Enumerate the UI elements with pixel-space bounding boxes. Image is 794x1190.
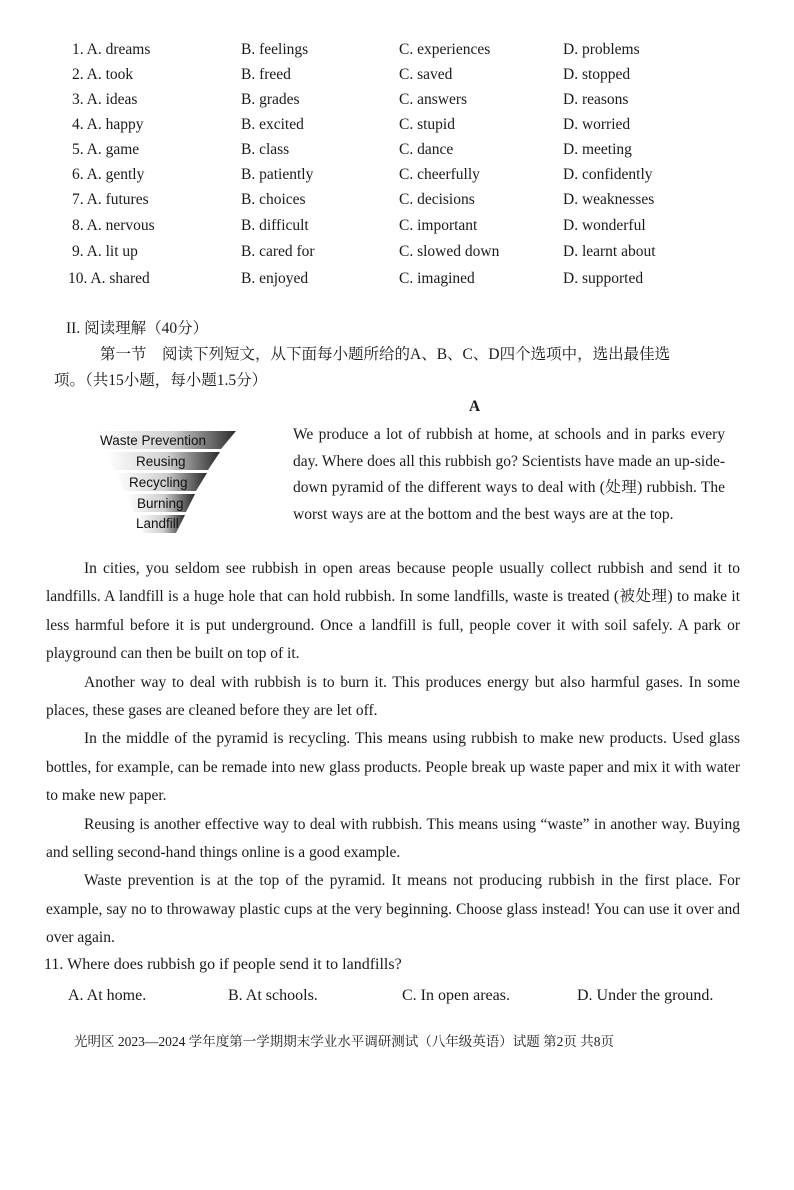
option-c: C. stupid	[399, 116, 455, 133]
option-row	[0, 141, 794, 165]
question-11: 11. Where does rubbish go if people send it to landfills?	[44, 956, 402, 973]
passage-paragraph: In cities, you seldom see rubbish in open areas because people usually collect rubbish and send it to landfills. A landfill is a huge hole that can hold rubbish. In some landfills, waste is treated (被处理) to make it less harmful before it is put underground. Once a landfill is full, people cover it with soil safely. A park or playground can then be built on top of it.	[46, 560, 740, 663]
option-b: B. cared for	[241, 243, 315, 260]
option-d: D. problems	[563, 41, 640, 58]
option-a: 8. A. nervous	[72, 217, 155, 234]
option-a: 1. A. dreams	[72, 41, 151, 58]
option-a: 5. A. game	[72, 141, 140, 158]
option-d: D. supported	[563, 270, 644, 287]
passage-paragraph: Reusing is another effective way to deal with rubbish. This means using “waste” in another way. Buying and selling second-hand things online is a good example.	[46, 815, 740, 862]
option-row	[0, 116, 794, 140]
option-d: D. reasons	[563, 91, 629, 108]
passage-intro	[255, 422, 725, 528]
option-b: B. feelings	[241, 41, 309, 58]
option-row	[0, 91, 794, 115]
option-c: C. important	[399, 217, 478, 234]
option-c: C. saved	[399, 66, 453, 83]
option-c: C. decisions	[399, 191, 475, 208]
option-d: D. stopped	[563, 66, 631, 83]
answer-option-a: A. At home.	[68, 987, 147, 1004]
intro-text: We produce a lot of rubbish at home, at schools and in parks every day. Where does all this rubbish go? Scientists have made an up-side-down pyramid of the different ways to deal with (处理) rubbish. The worst ways are at the bottom and the best ways are at the top.	[293, 426, 725, 523]
option-row	[0, 66, 794, 90]
option-a: 3. A. ideas	[72, 91, 138, 108]
option-d: D. learnt about	[563, 243, 656, 260]
waste-pyramid-figure	[96, 428, 238, 538]
option-row	[0, 217, 794, 241]
option-d: D. wonderful	[563, 217, 646, 234]
option-a: 7. A. futures	[72, 191, 149, 208]
section-instruction	[54, 342, 744, 394]
passage-paragraph: Waste prevention is at the top of the pyramid. It means not producing rubbish in the first place. For example, say no to throwaway plastic cups at the very beginning. Choose glass instead! You can use it over and over again.	[46, 872, 740, 947]
option-row	[0, 191, 794, 215]
option-b: B. freed	[241, 66, 291, 83]
option-d: D. confidently	[563, 166, 653, 183]
answer-option-c: C. In open areas.	[402, 987, 510, 1004]
pyramid-label-burning: Burning	[137, 496, 184, 511]
instruction-line: 项。（共15小题，每小题1.5分）	[54, 372, 268, 389]
option-row	[0, 243, 794, 267]
passage-letter: A	[469, 398, 481, 415]
option-c: C. imagined	[399, 270, 475, 287]
option-b: B. difficult	[241, 217, 309, 234]
pyramid-label-reusing: Reusing	[136, 454, 186, 469]
passage-paragraph: In the middle of the pyramid is recycling. This means using rubbish to make new products. Used glass bottles, for example, can be remade into new glass products. People break up waste paper and mix it with water to make new paper.	[46, 730, 740, 805]
option-row	[0, 166, 794, 190]
option-b: B. grades	[241, 91, 300, 108]
option-b: B. patiently	[241, 166, 314, 183]
option-b: B. class	[241, 141, 290, 158]
option-c: C. answers	[399, 91, 468, 108]
option-a: 9. A. lit up	[72, 243, 138, 260]
option-a: 4. A. happy	[72, 116, 144, 133]
option-c: C. cheerfully	[399, 166, 480, 183]
option-row	[0, 270, 794, 294]
question-11-options	[0, 987, 794, 1013]
option-a: 6. A. gently	[72, 166, 145, 183]
option-a: 10. A. shared	[68, 270, 150, 287]
option-b: B. choices	[241, 191, 306, 208]
instruction-line: 第一节 阅读下列短文，从下面每小题所给的A、B、C、D四个选项中，选出最佳选	[100, 346, 671, 363]
pyramid-label-recycling: Recycling	[129, 475, 188, 490]
option-c: C. experiences	[399, 41, 491, 58]
option-c: C. slowed down	[399, 243, 500, 260]
answer-option-b: B. At schools.	[228, 987, 318, 1004]
option-d: D. meeting	[563, 141, 632, 158]
passage-paragraph: Another way to deal with rubbish is to burn it. This produces energy but also harmful gases. In some places, these gases are cleaned before they are let off.	[46, 673, 740, 720]
pyramid-label-waste-prevention: Waste Prevention	[100, 433, 207, 448]
option-a: 2. A. took	[72, 66, 134, 83]
section-title: II. 阅读理解（40分）	[66, 320, 209, 337]
passage-body	[46, 555, 740, 953]
option-d: D. weaknesses	[563, 191, 655, 208]
option-c: C. dance	[399, 141, 454, 158]
option-row	[0, 41, 794, 65]
pyramid-label-landfill: Landfill	[136, 516, 179, 531]
option-d: D. worried	[563, 116, 631, 133]
option-b: B. enjoyed	[241, 270, 309, 287]
answer-option-d: D. Under the ground.	[577, 987, 714, 1004]
option-b: B. excited	[241, 116, 304, 133]
page-footer: 光明区 2023—2024 学年度第一学期期末学业水平调研测试（八年级英语）试题 第2页 共8页	[74, 1034, 614, 1049]
